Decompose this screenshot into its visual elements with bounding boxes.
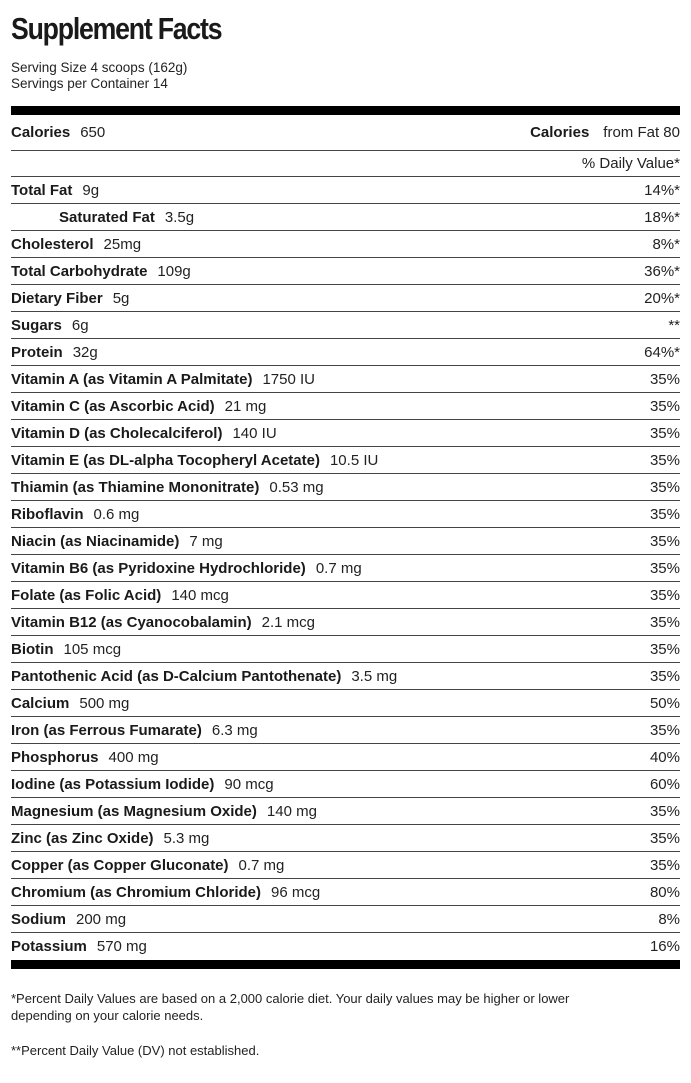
label-title: Supplement Facts <box>11 11 222 46</box>
nutrient-row <box>11 825 680 852</box>
nutrient-info <box>11 695 129 712</box>
nutrient-row <box>11 420 680 447</box>
nutrient-info <box>11 317 89 334</box>
nutrient-name: Vitamin C (as Ascorbic Acid) <box>11 397 215 415</box>
nutrient-info <box>11 803 317 820</box>
nutrient-name: Biotin <box>11 640 54 658</box>
nutrient-name: Iron (as Ferrous Fumarate) <box>11 721 202 739</box>
nutrient-amount: 0.7 mg <box>238 856 285 874</box>
nutrient-info <box>11 290 129 307</box>
nutrient-name: Total Fat <box>11 181 73 199</box>
nutrient-daily-value: ** <box>668 316 680 334</box>
nutrient-daily-value: 35% <box>649 640 680 658</box>
calories-fat-label: Calories <box>530 124 590 141</box>
nutrient-amount: 200 mg <box>76 910 127 928</box>
nutrient-name: Chromium (as Chromium Chloride) <box>11 883 262 901</box>
nutrient-info <box>11 479 324 496</box>
nutrient-info <box>11 857 284 874</box>
nutrient-name: Zinc (as Zinc Oxide) <box>11 829 154 847</box>
nutrient-amount: 570 mg <box>96 938 147 955</box>
nutrient-name: Protein <box>11 343 63 361</box>
nutrient-daily-value: 18%* <box>644 208 680 226</box>
nutrient-name: Folate (as Folic Acid) <box>11 586 162 604</box>
nutrient-info <box>11 263 191 280</box>
nutrient-daily-value: 35% <box>649 532 680 550</box>
nutrient-row <box>11 204 680 231</box>
nutrient-daily-value: 8%* <box>652 235 680 253</box>
nutrient-info <box>11 884 320 901</box>
nutrient-name: Vitamin B12 (as Cyanocobalamin) <box>11 613 252 631</box>
servings-per-container: Servings per Container 14 <box>11 76 168 91</box>
nutrient-amount: 109g <box>157 262 191 280</box>
nutrient-info <box>11 614 315 631</box>
nutrient-daily-value: 16% <box>649 938 680 955</box>
calories-row <box>11 115 680 151</box>
nutrient-row <box>11 798 680 825</box>
bottom-divider <box>11 960 680 969</box>
nutrient-row <box>11 393 680 420</box>
nutrient-row <box>11 474 680 501</box>
nutrient-amount: 7 mg <box>189 532 223 550</box>
nutrient-info <box>11 776 274 793</box>
nutrient-name: Riboflavin <box>11 505 84 523</box>
nutrient-amount: 6.3 mg <box>211 721 258 739</box>
nutrient-name: Potassium <box>11 938 87 955</box>
calories-fat-value: from Fat 80 <box>603 124 680 141</box>
top-divider <box>11 106 680 115</box>
nutrient-amount: 5.3 mg <box>163 829 210 847</box>
nutrient-name: Vitamin E (as DL-alpha Tocopheryl Acetate) <box>11 451 320 469</box>
nutrient-amount: 140 IU <box>232 424 277 442</box>
nutrient-row <box>11 231 680 258</box>
nutrient-amount: 96 mcg <box>271 883 321 901</box>
nutrient-amount: 25mg <box>103 235 142 253</box>
nutrient-name: Vitamin D (as Cholecalciferol) <box>11 424 223 442</box>
nutrient-daily-value: 35% <box>649 451 680 469</box>
nutrient-amount: 21 mg <box>224 397 267 415</box>
nutrient-row <box>11 528 680 555</box>
nutrient-row <box>11 366 680 393</box>
nutrient-row <box>11 879 680 906</box>
nutrient-info <box>11 749 159 766</box>
nutrient-row <box>11 609 680 636</box>
nutrient-row <box>11 285 680 312</box>
nutrient-info <box>11 938 147 955</box>
nutrient-daily-value: 64%* <box>644 343 680 361</box>
nutrient-daily-value: 35% <box>649 802 680 820</box>
nutrient-amount: 140 mcg <box>171 586 229 604</box>
nutrient-name: Pantothenic Acid (as D-Calcium Pantothenate) <box>11 667 342 685</box>
footnote-daily-values: *Percent Daily Values are based on a 2,000 calorie diet. Your daily values may be higher or lower depending on your calorie needs. <box>11 991 570 1023</box>
nutrient-name: Saturated Fat <box>59 208 155 226</box>
nutrient-row <box>11 312 680 339</box>
nutrient-amount: 500 mg <box>79 694 130 712</box>
daily-value-header: % Daily Value* <box>581 155 680 172</box>
nutrient-amount: 32g <box>72 343 98 361</box>
nutrient-row <box>11 906 680 933</box>
nutrient-name: Vitamin A (as Vitamin A Palmitate) <box>11 370 253 388</box>
nutrient-daily-value: 35% <box>649 397 680 415</box>
nutrient-info <box>11 722 258 739</box>
nutrient-daily-value: 35% <box>649 856 680 874</box>
nutrient-name: Cholesterol <box>11 235 94 253</box>
nutrient-name: Phosphorus <box>11 748 99 766</box>
nutrient-info <box>11 506 139 523</box>
nutrient-amount: 5g <box>112 289 130 307</box>
nutrient-row <box>11 258 680 285</box>
nutrient-name: Vitamin B6 (as Pyridoxine Hydrochloride) <box>11 559 306 577</box>
nutrient-daily-value: 35% <box>649 667 680 685</box>
calories-label: Calories <box>11 124 71 141</box>
nutrient-amount: 1750 IU <box>262 370 316 388</box>
calories-value: 650 <box>80 124 106 141</box>
nutrient-name: Total Carbohydrate <box>11 262 148 280</box>
nutrient-amount: 10.5 IU <box>329 451 379 469</box>
nutrient-daily-value: 60% <box>649 775 680 793</box>
nutrient-list <box>11 177 680 960</box>
nutrient-info <box>11 560 362 577</box>
nutrient-row <box>11 771 680 798</box>
nutrient-daily-value: 35% <box>649 829 680 847</box>
nutrient-info <box>11 425 277 442</box>
nutrient-daily-value: 40% <box>649 748 680 766</box>
nutrient-info <box>11 668 397 685</box>
nutrient-row <box>11 717 680 744</box>
nutrient-amount: 3.5 mg <box>351 667 398 685</box>
nutrient-daily-value: 14%* <box>644 181 680 199</box>
nutrient-info <box>11 371 315 388</box>
nutrient-info <box>11 344 98 361</box>
nutrient-info <box>11 182 99 199</box>
serving-size: Serving Size 4 scoops (162g) <box>11 60 188 75</box>
nutrient-info <box>11 641 121 658</box>
nutrient-row <box>11 933 680 960</box>
nutrient-amount: 0.7 mg <box>315 559 362 577</box>
nutrient-daily-value: 35% <box>649 478 680 496</box>
footnote-not-established: **Percent Daily Value (DV) not established. <box>11 1043 260 1058</box>
nutrient-name: Sodium <box>11 910 66 928</box>
nutrient-amount: 140 mg <box>266 802 317 820</box>
nutrient-daily-value: 35% <box>649 505 680 523</box>
nutrient-row <box>11 447 680 474</box>
nutrient-amount: 400 mg <box>108 748 159 766</box>
nutrient-row <box>11 744 680 771</box>
nutrient-daily-value: 35% <box>649 586 680 604</box>
nutrient-row <box>11 501 680 528</box>
nutrient-amount: 9g <box>82 181 100 199</box>
nutrient-daily-value: 20%* <box>644 289 680 307</box>
nutrient-name: Dietary Fiber <box>11 289 103 307</box>
nutrient-name: Magnesium (as Magnesium Oxide) <box>11 802 257 820</box>
nutrient-daily-value: 8% <box>658 910 680 928</box>
nutrient-info <box>11 398 266 415</box>
nutrient-row <box>11 852 680 879</box>
nutrient-daily-value: 80% <box>649 883 680 901</box>
nutrient-name: Sugars <box>11 316 62 334</box>
nutrient-amount: 105 mcg <box>63 640 122 658</box>
nutrient-info <box>11 236 141 253</box>
nutrient-row <box>11 690 680 717</box>
nutrient-name: Thiamin (as Thiamine Mononitrate) <box>11 478 260 496</box>
nutrient-row <box>11 582 680 609</box>
nutrient-name: Niacin (as Niacinamide) <box>11 532 180 550</box>
nutrient-amount: 90 mcg <box>224 775 274 793</box>
nutrient-row <box>11 636 680 663</box>
nutrient-daily-value: 50% <box>649 694 680 712</box>
nutrient-info <box>11 587 229 604</box>
nutrient-daily-value: 35% <box>649 613 680 631</box>
nutrient-name: Copper (as Copper Gluconate) <box>11 856 229 874</box>
nutrient-daily-value: 36%* <box>644 262 680 280</box>
nutrient-row <box>11 663 680 690</box>
nutrient-name: Calcium <box>11 694 70 712</box>
daily-value-header-row <box>11 151 680 177</box>
nutrient-amount: 0.6 mg <box>93 505 140 523</box>
nutrient-amount: 0.53 mg <box>269 478 324 496</box>
nutrient-amount: 3.5g <box>164 208 195 226</box>
nutrient-amount: 2.1 mcg <box>261 613 315 631</box>
nutrient-info <box>11 452 378 469</box>
nutrient-info <box>11 830 209 847</box>
nutrient-info <box>59 209 194 226</box>
nutrient-daily-value: 35% <box>649 721 680 739</box>
nutrient-amount: 6g <box>71 316 89 334</box>
nutrient-daily-value: 35% <box>649 424 680 442</box>
nutrient-info <box>11 533 223 550</box>
nutrient-daily-value: 35% <box>649 559 680 577</box>
nutrient-row <box>11 555 680 582</box>
nutrient-daily-value: 35% <box>649 370 680 388</box>
nutrient-info <box>11 911 126 928</box>
nutrient-name: Iodine (as Potassium Iodide) <box>11 775 215 793</box>
nutrient-row <box>11 339 680 366</box>
nutrient-row <box>11 177 680 204</box>
